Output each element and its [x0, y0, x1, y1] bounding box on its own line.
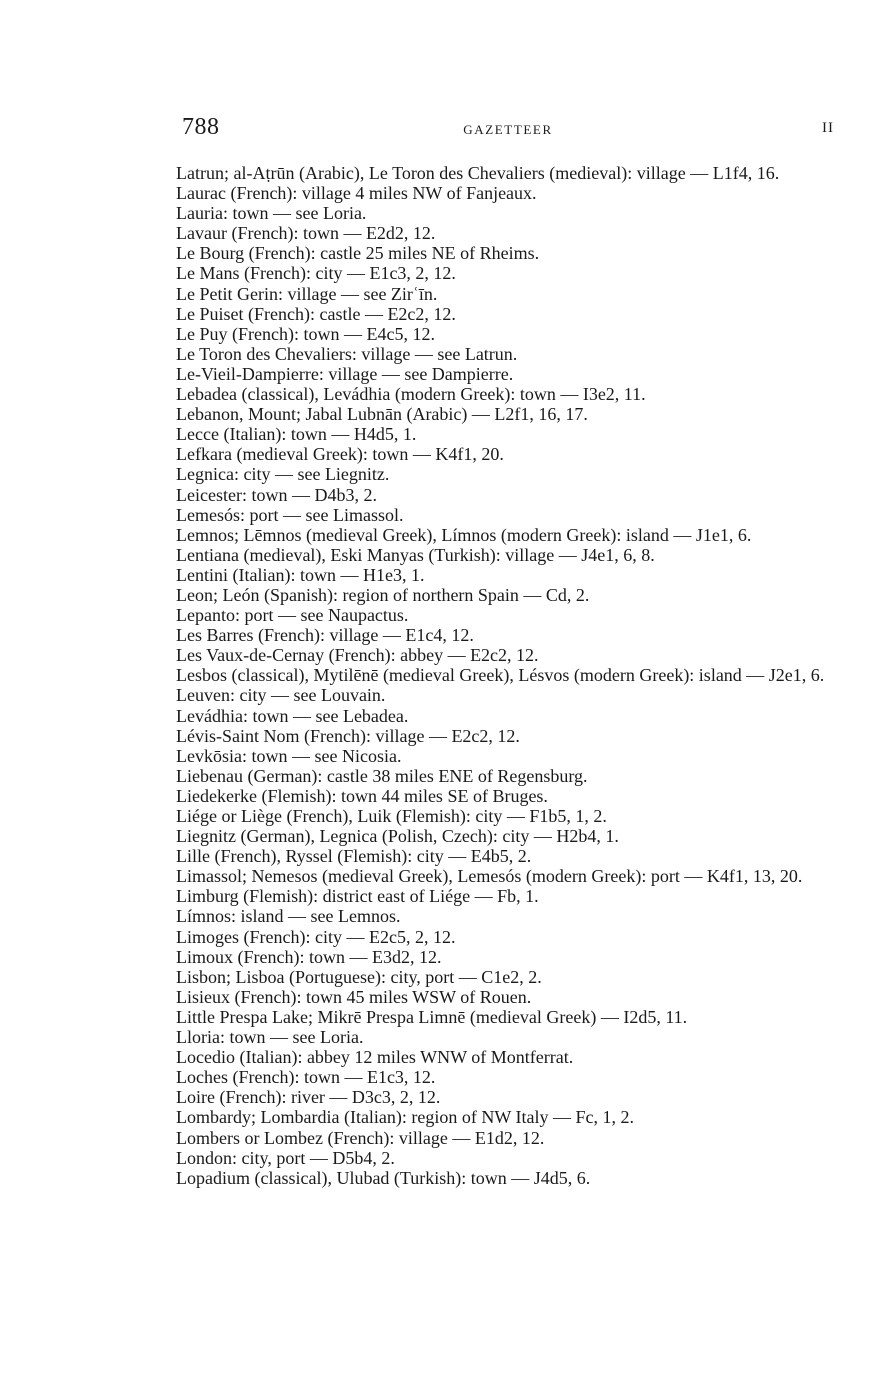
gazetteer-entry: Limburg (Flemish): district east of Liége — Fb, 1. — [176, 886, 539, 907]
gazetteer-entry: Legnica: city — see Liegnitz. — [176, 464, 390, 485]
gazetteer-entry: Les Barres (French): village — E1c4, 12. — [176, 625, 474, 646]
gazetteer-entry: Levádhia: town — see Lebadea. — [176, 705, 409, 726]
gazetteer-entry: Lecce (Italian): town — H4d5, 1. — [176, 424, 417, 445]
gazetteer-entries — [176, 163, 844, 1188]
gazetteer-entry: Liedekerke (Flemish): town 44 miles SE of Bruges. — [176, 785, 548, 806]
gazetteer-entry: Lepanto: port — see Naupactus. — [176, 605, 409, 626]
gazetteer-entry: Leicester: town — D4b3, 2. — [176, 484, 377, 505]
gazetteer-entry: Le Puiset (French): castle — E2c2, 12. — [176, 303, 456, 324]
gazetteer-entry: Le Toron des Chevaliers: village — see Latrun. — [176, 343, 518, 364]
gazetteer-entry: Lebadea (classical), Levádhia (modern Greek): town — I3e2, 11. — [176, 384, 646, 405]
gazetteer-entry: Le Petit Gerin: village — see Zirʿīn. — [176, 283, 438, 304]
gazetteer-entry: Lombers or Lombez (French): village — E1d2, 12. — [176, 1127, 545, 1148]
gazetteer-entry: Little Prespa Lake; Mikrē Prespa Limnē (medieval Greek) — I2d5, 11. — [176, 1006, 688, 1027]
gazetteer-entry: Laurac (French): village 4 miles NW of Fanjeaux. — [176, 183, 537, 204]
gazetteer-entry: Lemnos; Lēmnos (medieval Greek), Límnos (modern Greek): island — J1e1, 6. — [176, 524, 752, 545]
gazetteer-entry: London: city, port — D5b4, 2. — [176, 1147, 395, 1168]
gazetteer-entry: Lefkara (medieval Greek): town — K4f1, 20. — [176, 444, 504, 465]
gazetteer-entry: Lentiana (medieval), Eski Manyas (Turkish): village — J4e1, 6, 8. — [176, 544, 655, 565]
gazetteer-entry: Loches (French): town — E1c3, 12. — [176, 1067, 436, 1088]
gazetteer-entry: Le Bourg (French): castle 25 miles NE of Rheims. — [176, 243, 540, 264]
gazetteer-entry: Lemesós: port — see Limassol. — [176, 504, 404, 525]
gazetteer-entry: Levkōsia: town — see Nicosia. — [176, 745, 402, 766]
gazetteer-entry: Lauria: town — see Loria. — [176, 203, 367, 224]
gazetteer-entry: Leuven: city — see Louvain. — [176, 685, 386, 706]
page-number: 788 — [182, 114, 220, 140]
gazetteer-entry: Liége or Liège (French), Luik (Flemish): city — F1b5, 1, 2. — [176, 806, 607, 826]
gazetteer-entry: Lopadium (classical), Ulubad (Turkish): town — J4d5, 6. — [176, 1167, 591, 1188]
gazetteer-entry: Le-Vieil-Dampierre: village — see Dampierre. — [176, 363, 514, 384]
gazetteer-entry: Liebenau (German): castle 38 miles ENE of Regensburg. — [176, 765, 588, 786]
gazetteer-entry: Loire (French): river — D3c3, 2, 12. — [176, 1087, 441, 1108]
gazetteer-entry: Límnos: island — see Lemnos. — [176, 906, 401, 927]
gazetteer-entry: Lebanon, Mount; Jabal Lubnān (Arabic) — L2f1, 16, 17. — [176, 404, 588, 425]
gazetteer-entry: Lombardy; Lombardia (Italian): region of NW Italy — Fc, 1, 2. — [176, 1107, 635, 1128]
gazetteer-entry: Lisbon; Lisboa (Portuguese): city, port — C1e2, 2. — [176, 966, 542, 987]
gazetteer-entry: Le Mans (French): city — E1c3, 2, 12. — [176, 263, 456, 284]
gazetteer-entry: Lille (French), Ryssel (Flemish): city — E4b5, 2. — [176, 846, 532, 867]
gazetteer-entry: Limoges (French): city — E2c5, 2, 12. — [176, 926, 456, 947]
gazetteer-entry: Lisieux (French): town 45 miles WSW of Rouen. — [176, 986, 532, 1007]
volume-number: II — [822, 120, 834, 136]
gazetteer-entry: Les Vaux-de-Cernay (French): abbey — E2c2, 12. — [176, 645, 539, 666]
gazetteer-entry: Leon; León (Spanish): region of northern Spain — Cd, 2. — [176, 584, 590, 605]
gazetteer-entry: Lévis-Saint Nom (French): village — E2c2, 12. — [176, 725, 520, 746]
gazetteer-entry: Lesbos (classical), Mytilēnē (medieval Greek), Lésvos (modern Greek): island — J2e1, 6. — [176, 665, 825, 686]
running-head: GAZETTEER — [463, 122, 553, 137]
gazetteer-entry: Locedio (Italian): abbey 12 miles WNW of Montferrat. — [176, 1047, 574, 1068]
page-header — [182, 114, 834, 144]
gazetteer-entry: Lloria: town — see Loria. — [176, 1027, 364, 1048]
gazetteer-entry: Lentini (Italian): town — H1e3, 1. — [176, 564, 425, 585]
gazetteer-entry: Liegnitz (German), Legnica (Polish, Czech): city — H2b4, 1. — [176, 826, 619, 847]
gazetteer-entry: Lavaur (French): town — E2d2, 12. — [176, 223, 436, 244]
gazetteer-entry: Limassol; Nemesos (medieval Greek), Lemesós (modern Greek): port — K4f1, 13, 20. — [176, 866, 803, 887]
gazetteer-entry: Latrun; al-Aṭrūn (Arabic), Le Toron des Chevaliers (medieval): village — L1f4, 16. — [176, 163, 780, 183]
gazetteer-entry: Le Puy (French): town — E4c5, 12. — [176, 323, 435, 344]
gazetteer-entry: Limoux (French): town — E3d2, 12. — [176, 946, 442, 967]
